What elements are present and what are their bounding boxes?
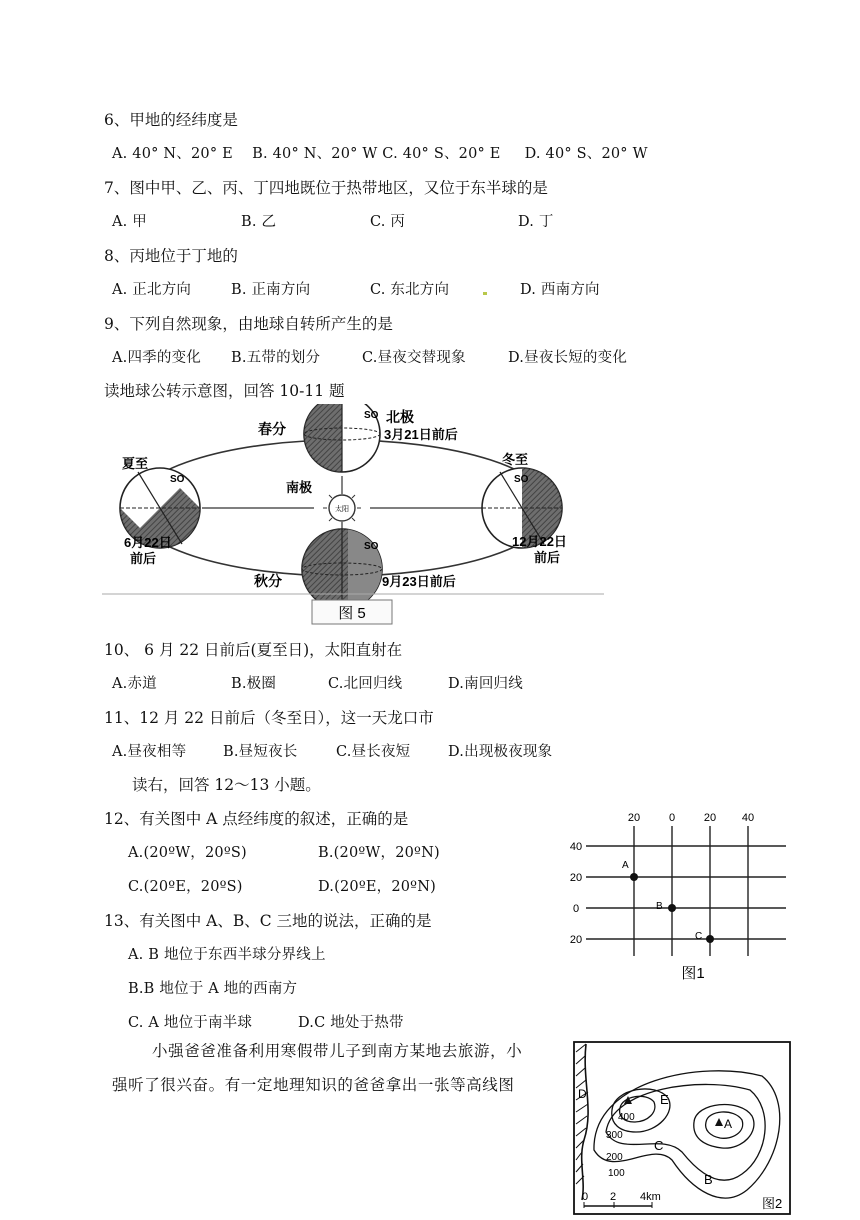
q6-stem: 6、甲地的经纬度是 — [104, 111, 238, 129]
label-south-pole: 南极 — [286, 480, 313, 495]
passage-line-1: 小强爸爸准备利用寒假带儿子到南方某地去旅游，小 — [152, 1042, 523, 1060]
label-autumn-date: 9月23日前后 — [382, 574, 456, 589]
contour-100: 100 — [608, 1168, 625, 1179]
svg-text:SO: SO — [364, 541, 379, 552]
earth-revolution-figure — [102, 404, 604, 630]
point-b-label: B — [656, 901, 663, 912]
q12-option-c: C.(20ºE，20ºS) — [128, 879, 243, 895]
q13-option-b: B.B 地位于 A 地的西南方 — [128, 981, 298, 997]
lon-label-4: 40 — [741, 812, 755, 824]
stray-mark — [483, 292, 487, 295]
q9-option-a: A.四季的变化 — [112, 350, 201, 366]
reading-prompt-2: 读右，回答 12～13 小题。 — [132, 776, 321, 794]
q10-option-c: C.北回归线 — [328, 676, 403, 692]
label-summer-date-1: 6月22日 — [124, 535, 172, 550]
lat-label-4: 20 — [569, 934, 583, 946]
q8-option-d: D. 西南方向 — [520, 282, 600, 298]
lat-label-2: 20 — [569, 872, 583, 884]
lat-label-1: 40 — [569, 841, 583, 853]
q11-option-c: C.昼长夜短 — [336, 744, 411, 760]
q10-stem: 10、 6 月 22 日前后(夏至日)，太阳直射在 — [104, 641, 403, 659]
q12-stem: 12、有关图中 A 点经纬度的叙述，正确的是 — [104, 810, 409, 828]
contour-200: 200 — [606, 1152, 623, 1163]
q9-option-c: C.昼夜交替现象 — [362, 350, 466, 366]
label-spring: 春分 — [258, 421, 286, 437]
q11-stem: 11、12 月 22 日前后（冬至日），这一天龙口市 — [104, 709, 434, 727]
q12-option-a: A.(20ºW，20ºS) — [128, 845, 247, 861]
figure5-caption: 图 5 — [338, 605, 366, 622]
scale-4km: 4km — [640, 1191, 661, 1203]
lat-label-3: 0 — [572, 903, 580, 915]
q7-option-d: D. 丁 — [518, 214, 554, 230]
point-c-label: C — [695, 931, 703, 942]
label-winter-date-1: 12月22日 — [512, 534, 567, 549]
label-a: A — [724, 1117, 733, 1131]
q12-option-b: B.(20ºW，20ºN) — [318, 845, 440, 861]
point-c — [706, 935, 714, 943]
svg-text:SO: SO — [170, 474, 185, 485]
q13-stem: 13、有关图中 A、B、C 三地的说法，正确的是 — [104, 912, 432, 930]
contour-map-figure — [572, 1040, 792, 1216]
lon-label-3: 20 — [703, 812, 717, 824]
contour-400: 400 — [618, 1112, 635, 1123]
reading-prompt-1: 读地球公转示意图，回答 10-11 题 — [104, 382, 345, 400]
label-d: D — [578, 1087, 587, 1101]
q8-option-a: A. 正北方向 — [112, 282, 192, 298]
point-a-label: A — [622, 860, 629, 871]
label-c: C — [654, 1138, 664, 1153]
figure1-caption: 图1 — [681, 965, 705, 982]
figure2-caption: 图2 — [762, 1196, 783, 1211]
label-winter: 冬至 — [502, 452, 529, 467]
lon-label-2: 0 — [668, 812, 676, 824]
q10-option-d: D.南回归线 — [448, 676, 523, 692]
q9-option-b: B.五带的划分 — [231, 350, 321, 366]
q7-option-a: A. 甲 — [112, 214, 147, 230]
label-north-pole: 北极 — [386, 409, 414, 425]
scale-2: 2 — [610, 1191, 617, 1203]
label-winter-date-2: 前后 — [534, 550, 561, 565]
passage-line-2: 强听了很兴奋。有一定地理知识的爸爸拿出一张等高线图 — [112, 1076, 515, 1094]
q10-option-b: B.极圈 — [231, 676, 277, 692]
q11-option-b: B.昼短夜长 — [223, 744, 298, 760]
q8-option-b: B. 正南方向 — [231, 282, 311, 298]
q11-option-a: A.昼夜相等 — [112, 744, 187, 760]
sun-label: 太阳 — [335, 506, 349, 513]
q11-option-d: D.出现极夜现象 — [448, 744, 553, 760]
label-spring-date: 3月21日前后 — [384, 427, 458, 442]
q13-option-a: A. B 地位于东西半球分界线上 — [128, 947, 326, 963]
svg-text:SO: SO — [364, 410, 379, 421]
lat-long-grid-figure — [560, 806, 800, 986]
q12-option-d: D.(20ºE，20ºN) — [318, 879, 436, 895]
svg-text:SO: SO — [514, 474, 529, 485]
label-autumn: 秋分 — [254, 573, 282, 589]
q6-options: A. 40° N、20° E B. 40° N、20° W C. 40° S、20° E D. 40° S、20° W — [112, 146, 648, 162]
q7-option-b: B. 乙 — [241, 214, 277, 230]
lon-label-1: 20 — [627, 812, 641, 824]
q13-option-c: C. A 地位于南半球 — [128, 1015, 253, 1031]
label-summer: 夏至 — [122, 456, 149, 471]
label-e: E — [660, 1092, 669, 1107]
q9-option-d: D.昼夜长短的变化 — [508, 350, 628, 366]
label-summer-date-2: 前后 — [130, 551, 157, 566]
label-b: B — [704, 1172, 713, 1187]
q7-option-c: C. 丙 — [370, 214, 406, 230]
point-a — [630, 873, 638, 881]
q10-option-a: A.赤道 — [112, 676, 157, 692]
q8-option-c: C. 东北方向 — [370, 282, 450, 298]
contour-300: 300 — [606, 1130, 623, 1141]
q8-stem: 8、丙地位于丁地的 — [104, 247, 238, 265]
q9-stem: 9、下列自然现象，由地球自转所产生的是 — [104, 315, 393, 333]
q7-stem: 7、图中甲、乙、丙、丁四地既位于热带地区，又位于东半球的是 — [104, 179, 548, 197]
q13-option-d: D.C 地处于热带 — [298, 1015, 404, 1031]
scale-0: 0 — [582, 1191, 589, 1203]
point-b — [668, 904, 676, 912]
